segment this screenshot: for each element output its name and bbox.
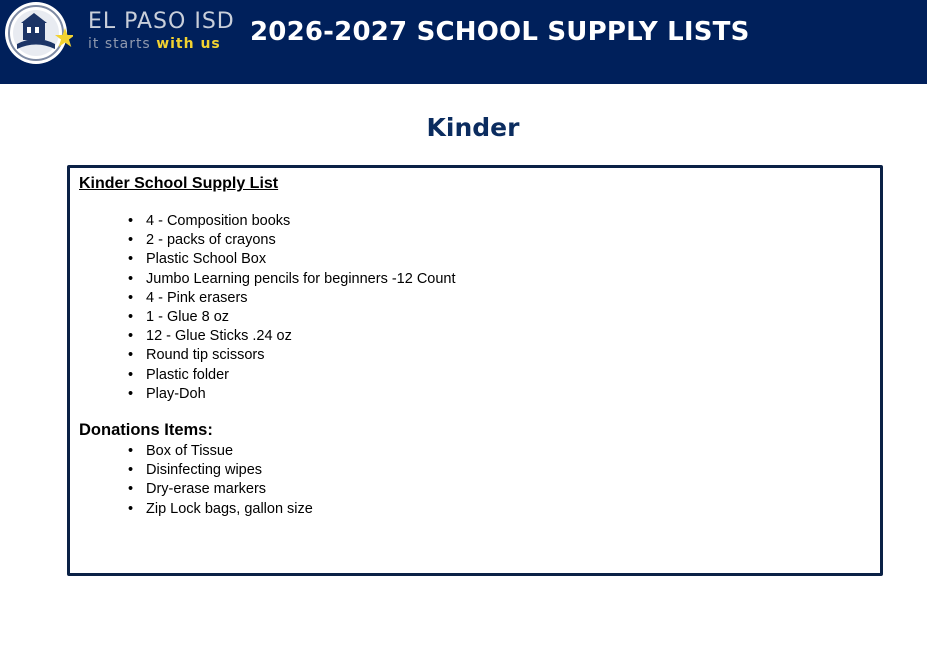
- list-item: • Round tip scissors: [128, 346, 456, 365]
- page-title: 2026-2027 SCHOOL SUPPLY LISTS: [250, 17, 750, 47]
- list-item: • Box of Tissue: [128, 442, 313, 461]
- tagline-highlight: with us: [156, 36, 221, 52]
- supply-list-title: Kinder School Supply List: [79, 175, 279, 192]
- list-item: • 1 - Glue 8 oz: [128, 308, 456, 327]
- list-item: • Dry-erase markers: [128, 480, 313, 499]
- list-item: • Jumbo Learning pencils for beginners -12 Count: [128, 270, 456, 289]
- district-tagline: [88, 35, 235, 53]
- donations-title: Donations Items:: [79, 421, 213, 439]
- district-seal-icon: [3, 2, 73, 64]
- list-item: • Zip Lock bags, gallon size: [128, 500, 313, 519]
- supply-list-box: [67, 165, 883, 576]
- list-item: • Plastic folder: [128, 366, 456, 385]
- grade-title: Kinder: [426, 113, 520, 142]
- list-item: • Plastic School Box: [128, 250, 456, 269]
- district-name: EL PASO ISD: [88, 9, 235, 34]
- list-item: • 4 - Pink erasers: [128, 289, 456, 308]
- donation-list: [128, 442, 313, 519]
- list-item: • Play-Doh: [128, 385, 456, 404]
- tagline-prefix: it starts: [88, 36, 157, 52]
- list-item: • 4 - Composition books: [128, 212, 456, 231]
- list-item: • 2 - packs of crayons: [128, 231, 456, 250]
- list-item: • 12 - Glue Sticks .24 oz: [128, 327, 456, 346]
- supply-list: [128, 212, 456, 404]
- page-header: [0, 0, 927, 84]
- district-brand: [88, 10, 235, 53]
- list-item: • Disinfecting wipes: [128, 461, 313, 480]
